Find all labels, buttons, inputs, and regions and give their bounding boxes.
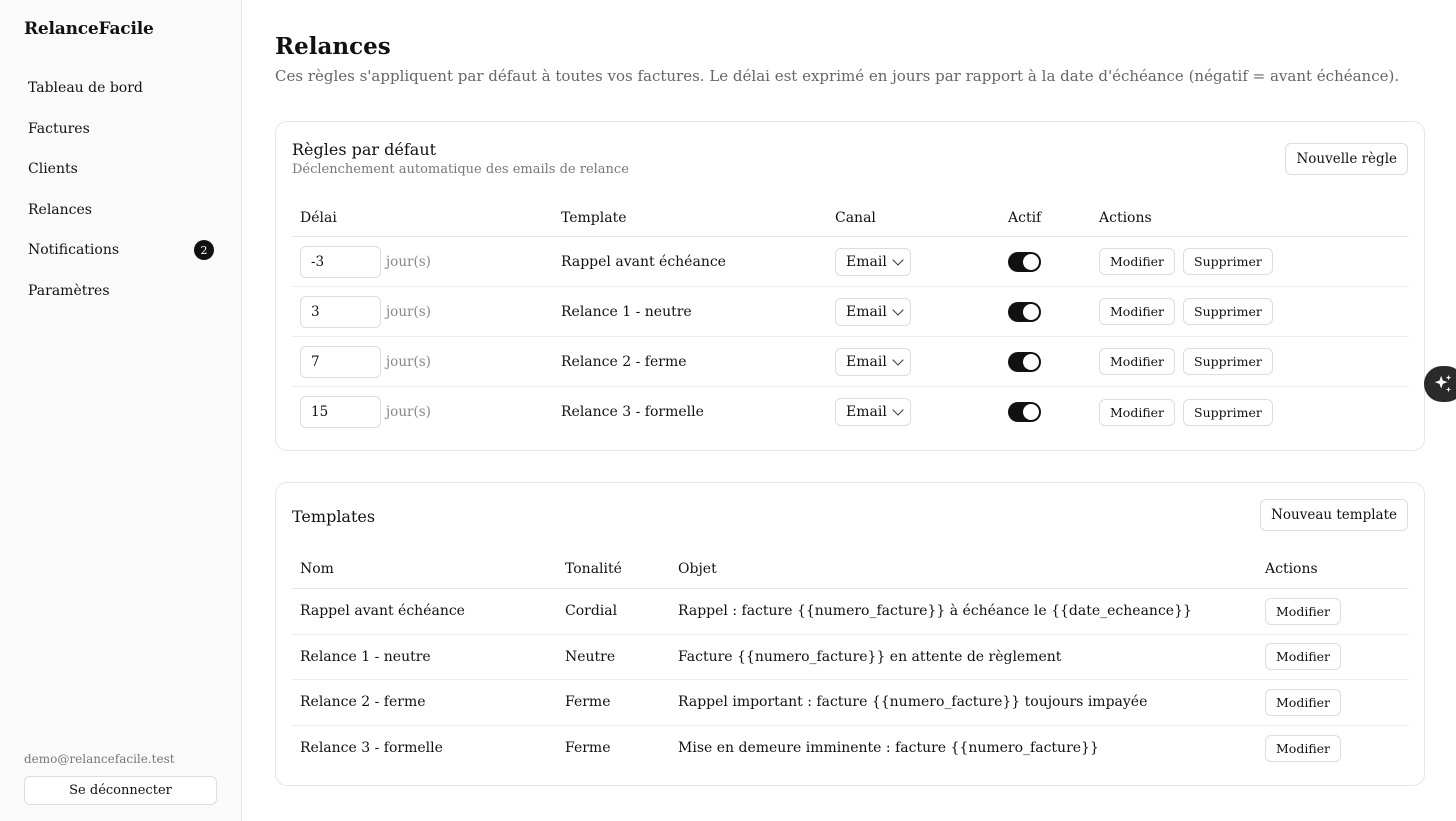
template-subject: Mise en demeure imminente : facture {{numero_facture}}: [678, 740, 1099, 757]
edit-template-button[interactable]: Modifier: [1265, 689, 1341, 716]
delay-input[interactable]: [300, 346, 381, 378]
default-rules-card: [275, 121, 1425, 451]
edit-template-button[interactable]: Modifier: [1265, 598, 1341, 625]
edit-rule-button[interactable]: Modifier: [1099, 348, 1175, 375]
template-tone: Neutre: [565, 648, 616, 665]
table-row: [292, 237, 1409, 287]
sparkles-icon: [1432, 373, 1454, 395]
rule-template-name: Relance 3 - formelle: [561, 404, 704, 420]
page-title: Relances: [275, 33, 391, 60]
edit-template-button[interactable]: Modifier: [1265, 643, 1341, 670]
templates-table-header: [292, 549, 1409, 589]
table-row: [292, 589, 1409, 635]
template-name: Relance 3 - formelle: [300, 740, 443, 757]
sidebar: [0, 0, 242, 821]
toggle-knob: [1023, 404, 1039, 420]
sidebar-item-label: Tableau de bord: [28, 80, 143, 97]
column-header-tone: Tonalité: [565, 560, 622, 577]
template-subject: Rappel important : facture {{numero_facture}} toujours impayée: [678, 694, 1148, 711]
channel-select-value: Email: [846, 303, 887, 320]
delay-unit-label: jour(s): [386, 303, 431, 320]
toggle-knob: [1023, 354, 1039, 370]
active-toggle[interactable]: [1008, 402, 1041, 422]
column-header-active: Actif: [1008, 210, 1042, 226]
chevron-down-icon: [892, 304, 903, 315]
delay-input[interactable]: [300, 246, 381, 278]
column-header-actions: Actions: [1265, 560, 1318, 577]
active-toggle[interactable]: [1008, 302, 1041, 322]
edit-rule-button[interactable]: Modifier: [1099, 298, 1175, 325]
channel-select[interactable]: [835, 398, 911, 426]
channel-select[interactable]: [835, 248, 911, 276]
delay-input[interactable]: [300, 296, 381, 328]
rules-table: [292, 200, 1409, 437]
delete-rule-button[interactable]: Supprimer: [1183, 298, 1273, 325]
sidebar-item-notifications[interactable]: [16, 230, 226, 271]
delay-unit-label: jour(s): [386, 253, 431, 270]
sidebar-item-invoices[interactable]: [16, 109, 226, 150]
column-header-subject: Objet: [678, 560, 717, 577]
sidebar-item-label: Clients: [28, 161, 78, 178]
template-subject: Rappel : facture {{numero_facture}} à échéance le {{date_echeance}}: [678, 603, 1192, 620]
sidebar-item-label: Relances: [28, 201, 92, 218]
template-name: Rappel avant échéance: [300, 603, 465, 620]
templates-card-title: Templates: [292, 507, 376, 526]
template-tone: Ferme: [565, 694, 611, 711]
delete-rule-button[interactable]: Supprimer: [1183, 399, 1273, 426]
rule-template-name: Relance 1 - neutre: [561, 303, 692, 320]
templates-table: [292, 549, 1409, 771]
sidebar-item-clients[interactable]: [16, 149, 226, 190]
column-header-channel: Canal: [835, 210, 876, 226]
table-row: [292, 287, 1409, 337]
notification-count-badge: 2: [194, 240, 214, 260]
app-logo[interactable]: RelanceFacile: [24, 19, 154, 39]
template-subject: Facture {{numero_facture}} en attente de règlement: [678, 648, 1062, 665]
column-header-delay: Délai: [300, 210, 337, 226]
channel-select-value: Email: [846, 353, 887, 370]
rules-card-subtitle: Déclenchement automatique des emails de relance: [292, 162, 629, 177]
template-name: Relance 1 - neutre: [300, 648, 431, 665]
page-description: Ces règles s'appliquent par défaut à toutes vos factures. Le délai est exprimé en jours par rapport à la date d'échéance (négatif = avant échéance).: [275, 67, 1400, 85]
sidebar-item-label: Notifications: [28, 242, 120, 259]
rule-template-name: Rappel avant échéance: [561, 253, 726, 270]
channel-select[interactable]: [835, 298, 911, 326]
sidebar-item-settings[interactable]: [16, 271, 226, 312]
delay-unit-label: jour(s): [386, 353, 431, 370]
sidebar-item-label: Paramètres: [28, 282, 110, 299]
chevron-down-icon: [892, 254, 903, 265]
edit-rule-button[interactable]: Modifier: [1099, 399, 1175, 426]
column-header-name: Nom: [300, 560, 334, 577]
active-toggle[interactable]: [1008, 252, 1041, 272]
new-template-button[interactable]: Nouveau template: [1260, 499, 1408, 531]
channel-select[interactable]: [835, 348, 911, 376]
delay-input[interactable]: [300, 396, 381, 428]
assistant-fab[interactable]: [1424, 366, 1456, 402]
chevron-down-icon: [892, 404, 903, 415]
column-header-actions: Actions: [1099, 210, 1152, 226]
delete-rule-button[interactable]: Supprimer: [1183, 248, 1273, 275]
sidebar-item-label: Factures: [28, 120, 90, 137]
delay-unit-label: jour(s): [386, 404, 431, 420]
channel-select-value: Email: [846, 404, 887, 420]
sidebar-item-dashboard[interactable]: [16, 68, 226, 109]
edit-template-button[interactable]: Modifier: [1265, 735, 1341, 762]
template-tone: Cordial: [565, 603, 618, 620]
new-rule-button[interactable]: Nouvelle règle: [1285, 143, 1408, 175]
table-row: [292, 680, 1409, 726]
logout-button[interactable]: Se déconnecter: [24, 776, 217, 805]
channel-select-value: Email: [846, 253, 887, 270]
user-email: demo@relancefacile.test: [24, 752, 175, 766]
edit-rule-button[interactable]: Modifier: [1099, 248, 1175, 275]
chevron-down-icon: [892, 354, 903, 365]
active-toggle[interactable]: [1008, 352, 1041, 372]
sidebar-nav: [16, 68, 226, 311]
column-header-template: Template: [561, 210, 627, 226]
toggle-knob: [1023, 304, 1039, 320]
table-row: [292, 726, 1409, 772]
table-row: [292, 387, 1409, 437]
rules-table-header: [292, 200, 1409, 237]
templates-card: [275, 482, 1425, 786]
delete-rule-button[interactable]: Supprimer: [1183, 348, 1273, 375]
template-name: Relance 2 - ferme: [300, 694, 426, 711]
sidebar-item-reminders[interactable]: [16, 190, 226, 231]
toggle-knob: [1023, 254, 1039, 270]
table-row: [292, 337, 1409, 387]
rules-card-title: Règles par défaut: [292, 140, 437, 159]
rule-template-name: Relance 2 - ferme: [561, 353, 687, 370]
template-tone: Ferme: [565, 740, 611, 757]
table-row: [292, 635, 1409, 681]
